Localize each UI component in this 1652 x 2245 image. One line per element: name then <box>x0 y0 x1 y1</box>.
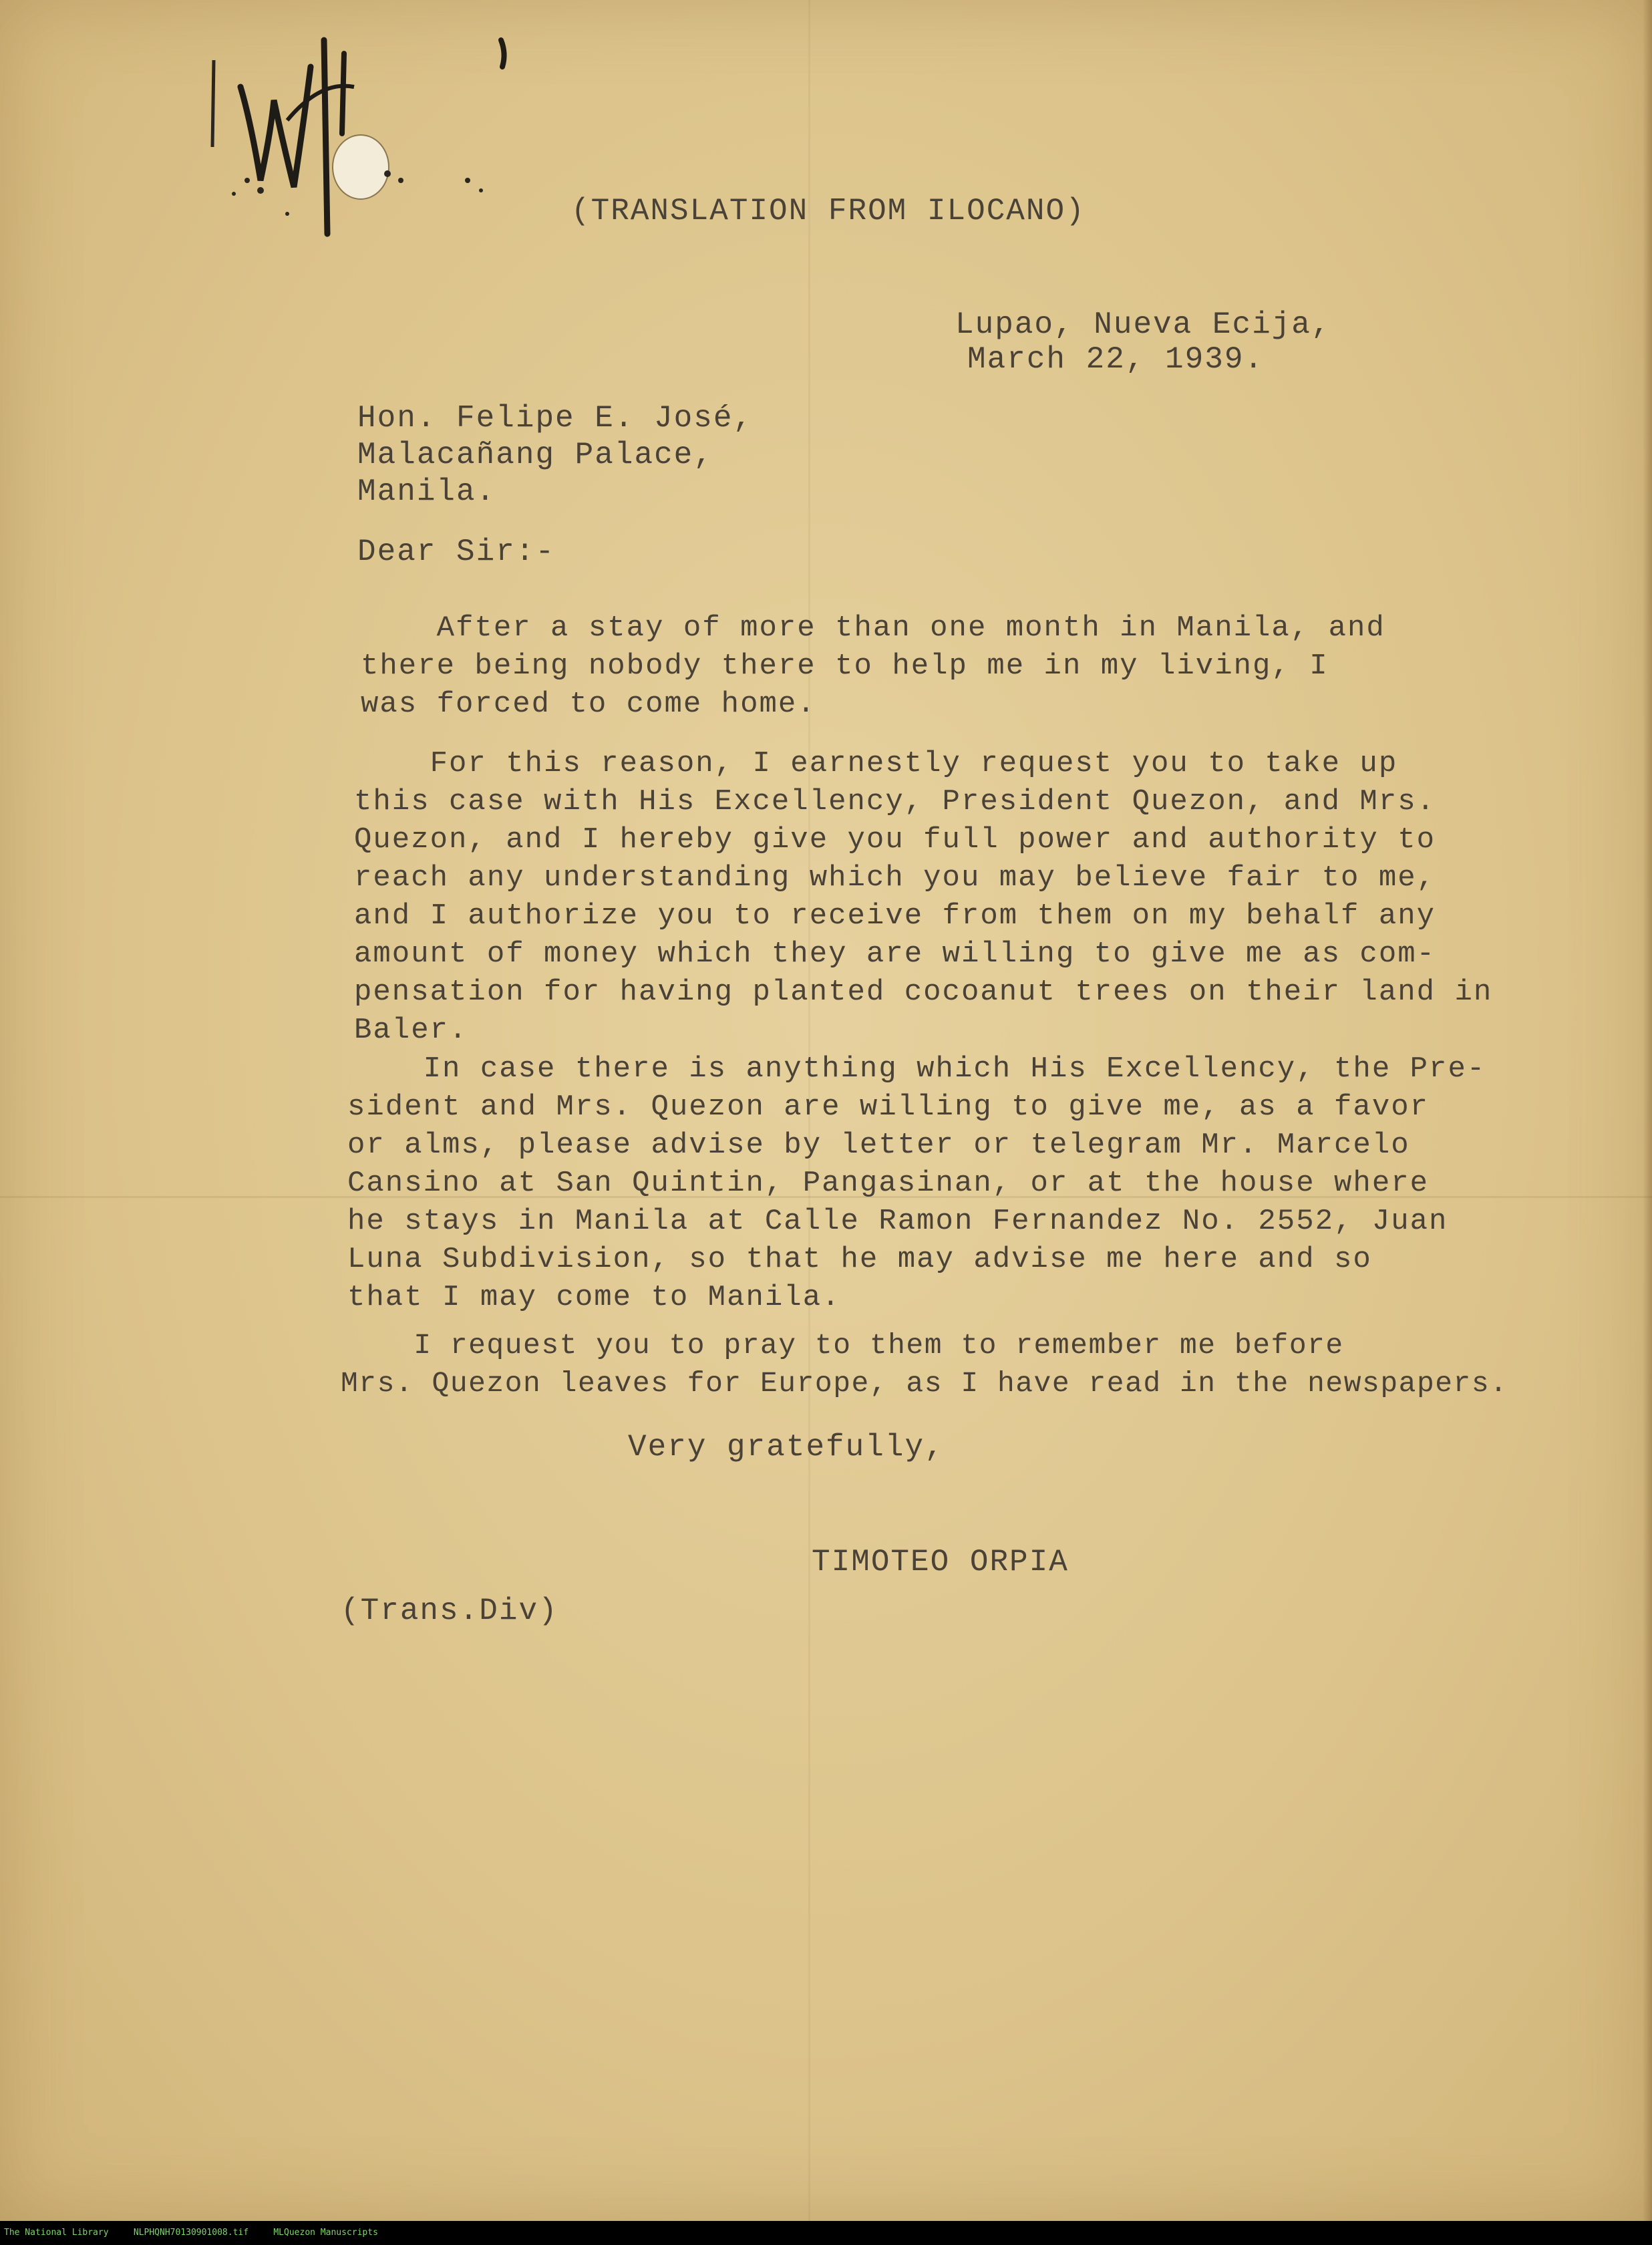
paragraph-line: was forced to come home. <box>361 688 816 721</box>
letter-date: March 22, 1939. <box>967 342 1265 377</box>
salutation: Dear Sir:- <box>357 535 556 569</box>
paragraph-1 <box>361 609 1385 724</box>
footer-collection: MLQuezon Manuscripts <box>273 2228 378 2238</box>
paragraph-line: amount of money which they are willing to give me as com- <box>354 937 1436 971</box>
footer-library: The National Library <box>4 2228 109 2238</box>
handwritten-mark-icon <box>187 13 521 254</box>
paragraph-line: this case with His Excellency, President Quezon, and Mrs. <box>354 785 1436 818</box>
paragraph-line: Baler. <box>354 1014 468 1047</box>
paragraph-line: I request you to pray to them to remember me before <box>341 1329 1344 1362</box>
paragraph-line: pensation for having planted cocoanut trees on their land in <box>354 976 1493 1009</box>
paragraph-line: there being nobody there to help me in my living, I <box>361 649 1329 683</box>
paragraph-line: or alms, please advise by letter or telegram Mr. Marcelo <box>347 1129 1410 1162</box>
paragraph-2 <box>354 745 1492 1050</box>
paragraph-3 <box>347 1050 1486 1317</box>
paragraph-line: reach any understanding which you may believe fair to me, <box>354 861 1436 895</box>
paragraph-line: Quezon, and I hereby give you full power and authority to <box>354 823 1436 857</box>
paragraph-line: Mrs. Quezon leaves for Europe, as I have read in the newspapers. <box>341 1367 1508 1400</box>
closing: Very gratefully, <box>628 1430 945 1465</box>
signature: TIMOTEO ORPIA <box>812 1545 1069 1580</box>
footer-file-id: NLPHQNH70130901008.tif <box>133 2228 249 2238</box>
letter-heading: (TRANSLATION FROM ILOCANO) <box>571 194 1086 229</box>
paragraph-line: sident and Mrs. Quezon are willing to give me, as a favor <box>347 1090 1430 1124</box>
addressee-city: Manila. <box>357 474 496 509</box>
division-note: (Trans.Div) <box>341 1594 558 1628</box>
archive-footer <box>0 2221 1652 2245</box>
paragraph-line: that I may come to Manila. <box>347 1281 841 1314</box>
paragraph-line: In case there is anything which His Excellency, the Pre- <box>347 1052 1486 1086</box>
paragraph-line: and I authorize you to receive from them on my behalf any <box>354 899 1436 933</box>
addressee-office: Malacañang Palace, <box>357 438 713 472</box>
paragraph-line: For this reason, I earnestly request you to take up <box>354 747 1398 780</box>
paragraph-line: Luna Subdivision, so that he may advise me here and so <box>347 1243 1372 1276</box>
letter-place: Lupao, Nueva Ecija, <box>955 307 1331 342</box>
paragraph-4 <box>341 1326 1508 1402</box>
paragraph-line: he stays in Manila at Calle Ramon Fernandez No. 2552, Juan <box>347 1205 1448 1238</box>
paper-edge-shadow <box>1643 0 1652 2221</box>
paragraph-line: After a stay of more than one month in Manila, and <box>361 611 1385 645</box>
paragraph-line: Cansino at San Quintin, Pangasinan, or at the house where <box>347 1167 1430 1200</box>
addressee-name: Hon. Felipe E. José, <box>357 401 754 436</box>
